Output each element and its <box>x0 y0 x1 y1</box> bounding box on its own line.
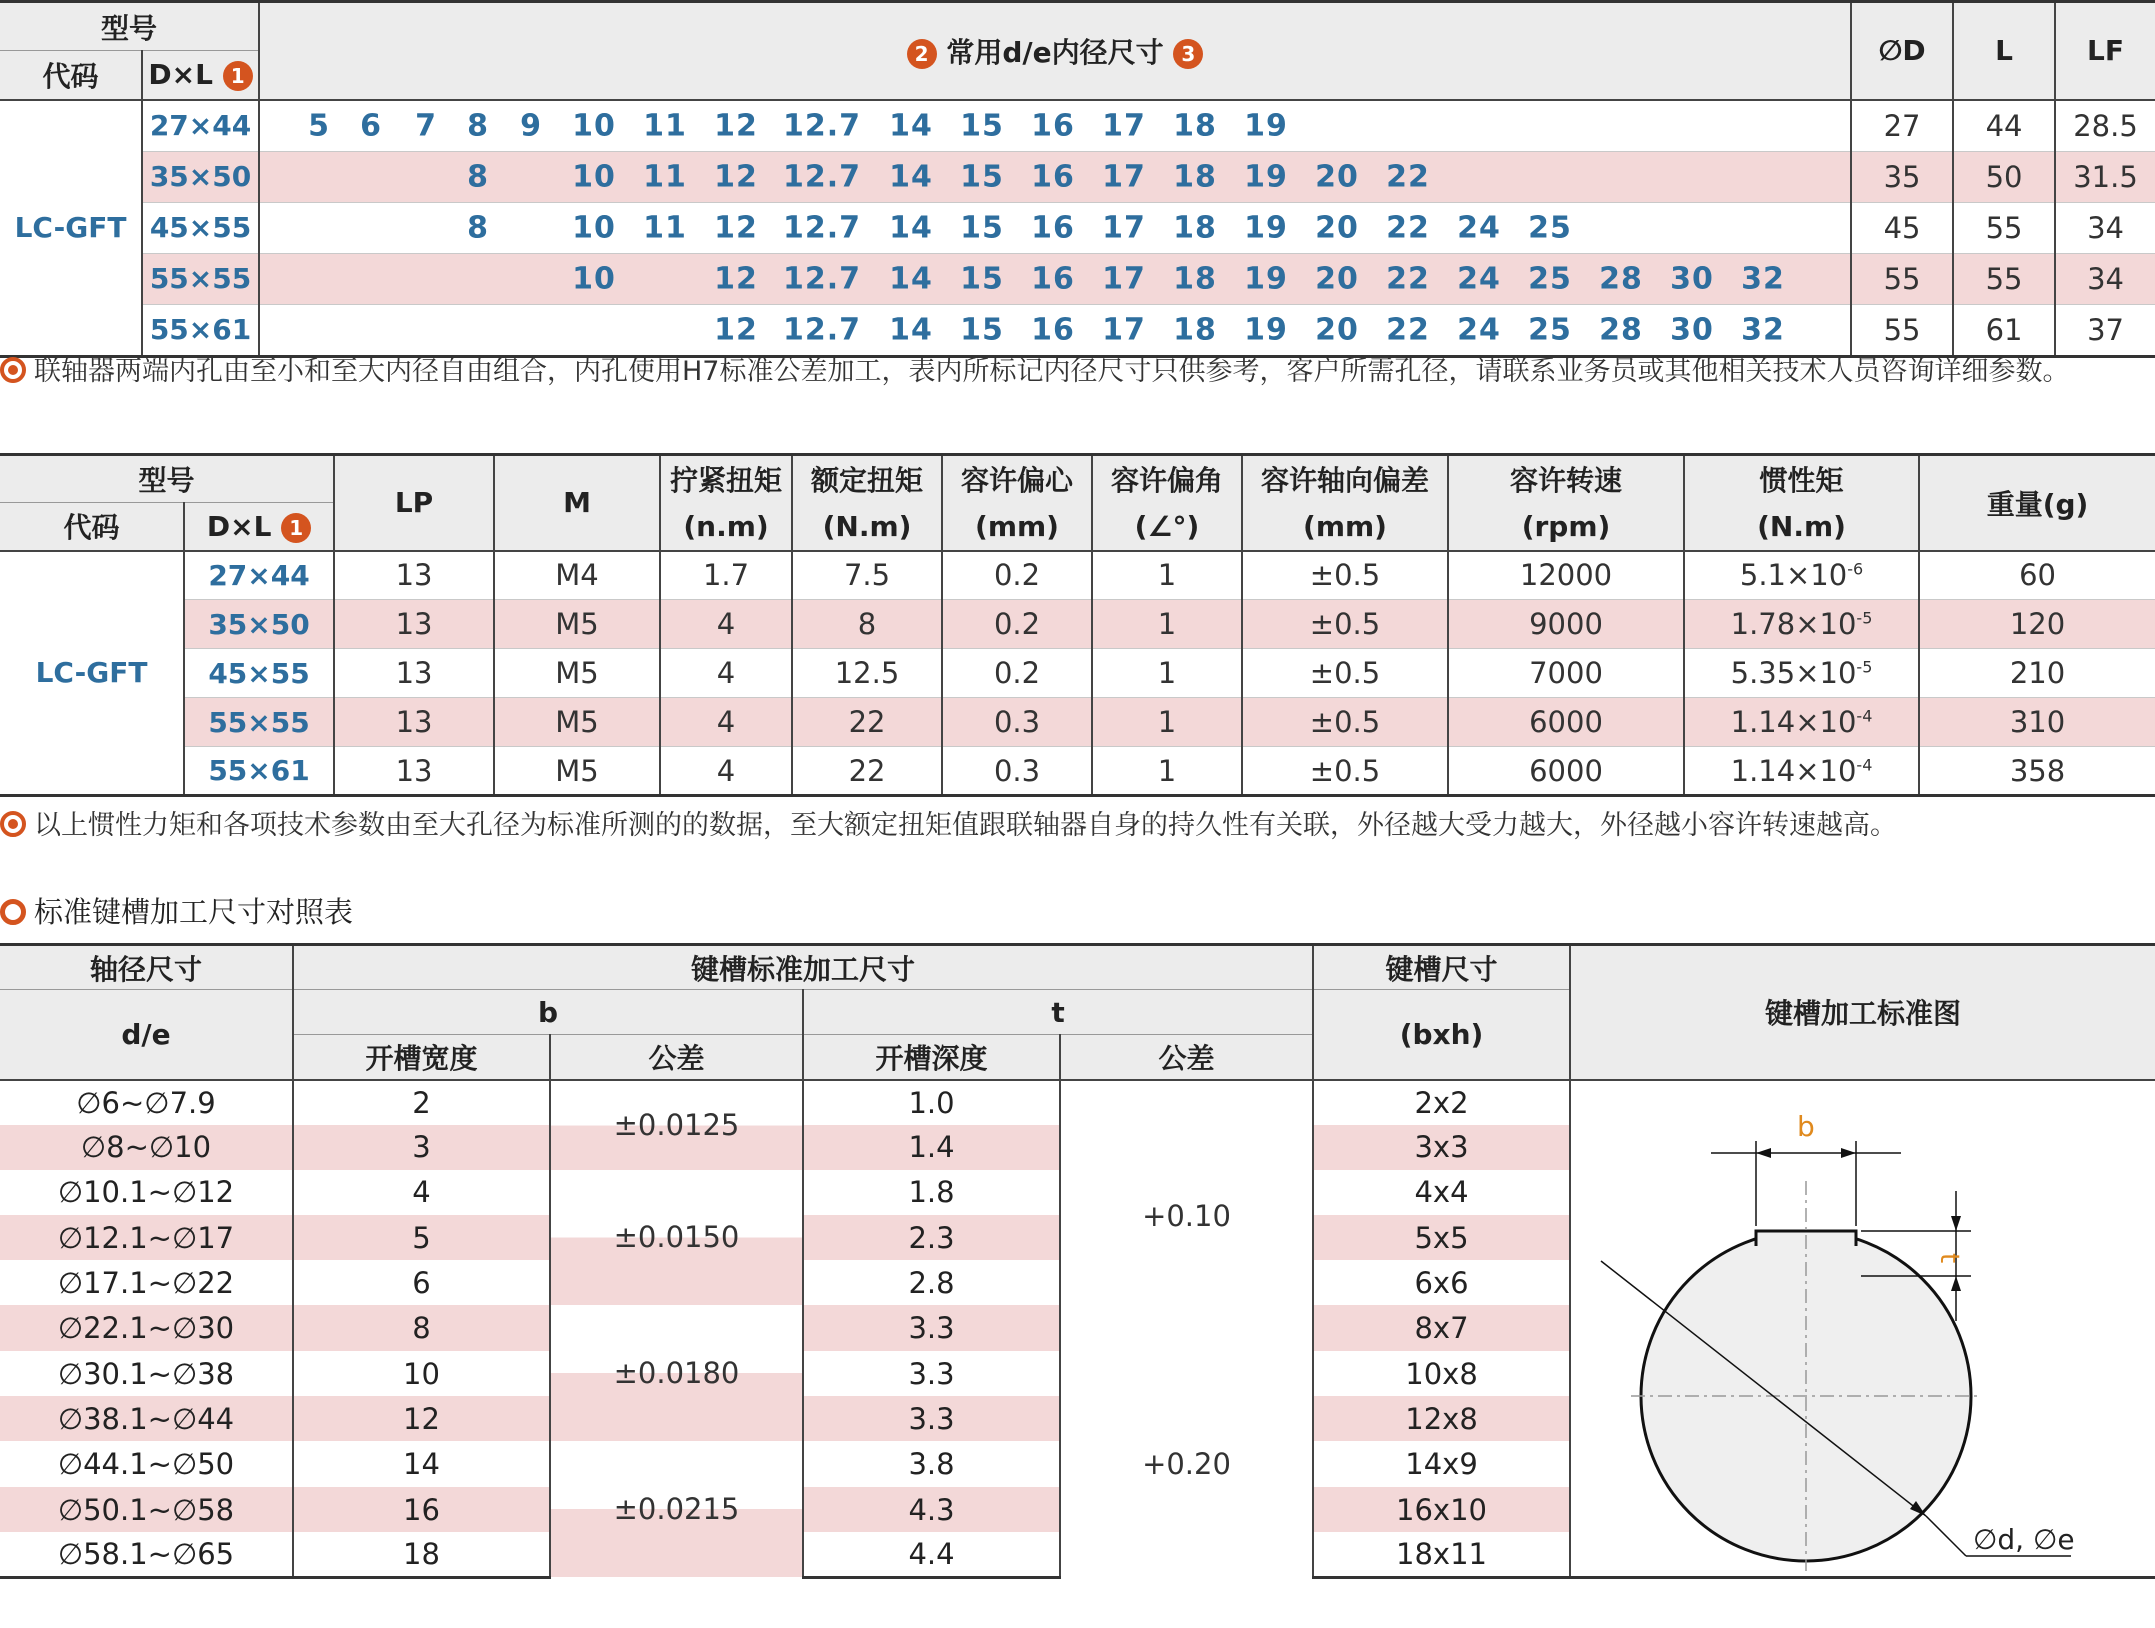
bore-size: 32 <box>1741 312 1785 347</box>
bore-size: 22 <box>1386 210 1430 245</box>
inertia-base: 5.1×10 <box>1739 558 1848 593</box>
keyway-width: 3 <box>293 1125 550 1170</box>
bullet-icon <box>0 811 26 837</box>
shaft-range: ∅6~∅7.9 <box>76 1085 216 1120</box>
bore-size: 22 <box>1386 159 1430 194</box>
spec-rated: 12.5 <box>792 649 942 698</box>
dxl-cell: 35×50 <box>142 151 259 202</box>
model-header: 型号 <box>0 2 259 51</box>
bore-size: 10 <box>572 261 616 296</box>
bore-size: 25 <box>1528 210 1572 245</box>
width-header: 开槽宽度 <box>293 1035 550 1080</box>
bore-size: 12.7 <box>783 261 862 296</box>
bore-size: 8 <box>467 108 489 143</box>
spec-weight: 60 <box>1919 551 2155 600</box>
keyway-width: 5 <box>293 1215 550 1260</box>
spec-ecc: 0.2 <box>942 551 1092 600</box>
rpm-unit: (rpm) <box>1448 503 1684 551</box>
spec-axial: ±0.5 <box>1242 600 1448 649</box>
bore-size: 16 <box>1031 261 1075 296</box>
spec-tighten: 4 <box>660 698 792 747</box>
spec-rpm: 6000 <box>1448 698 1684 747</box>
key-size: 16x10 <box>1313 1487 1570 1532</box>
de-label: ∅d, ∅e <box>1973 1522 2075 1556</box>
bore-size: 25 <box>1528 261 1572 296</box>
spec-inertia <box>1684 747 1919 796</box>
bore-size: 11 <box>643 159 687 194</box>
bore-size: 32 <box>1741 261 1785 296</box>
bore-size: 15 <box>960 261 1004 296</box>
tighten-unit: (n.m) <box>660 503 792 551</box>
key-size: 2x2 <box>1313 1080 1570 1125</box>
spec-tighten: 4 <box>660 600 792 649</box>
spec-row <box>0 551 2155 600</box>
bore-size: 24 <box>1457 312 1501 347</box>
bore-size: 30 <box>1670 261 1714 296</box>
bore-size: 6 <box>360 108 382 143</box>
bore-size: 17 <box>1102 108 1146 143</box>
bore-size: 22 <box>1386 261 1430 296</box>
bore-size: 7 <box>415 108 437 143</box>
spec-lp: 13 <box>334 551 494 600</box>
spec-rpm: 12000 <box>1448 551 1684 600</box>
inertia-exponent: -6 <box>1847 559 1864 579</box>
b-tolerance: ±0.0125 <box>550 1080 803 1170</box>
circle-icon <box>0 899 26 925</box>
spec-table <box>0 453 2155 797</box>
rated-unit: (N.m) <box>792 503 942 551</box>
bore-sizes-cell <box>259 202 1851 253</box>
bore-size: 10 <box>572 210 616 245</box>
inertia-exponent: -5 <box>1856 608 1873 628</box>
model-code: LC-GFT <box>0 100 142 357</box>
badge-2: 2 <box>907 39 937 69</box>
bore-sizes-cell <box>259 304 1851 356</box>
value-l: 50 <box>1953 151 2055 202</box>
rpm-header: 容许转速 <box>1448 455 1684 503</box>
col-l-header: L <box>1953 2 2055 100</box>
keyway-depth: 3.3 <box>803 1305 1060 1351</box>
tighten-header: 拧紧扭矩 <box>660 455 792 503</box>
inertia-unit: (N.m) <box>1684 503 1919 551</box>
bore-size: 17 <box>1102 159 1146 194</box>
inertia-exponent: -4 <box>1856 706 1873 726</box>
spec-inertia <box>1684 551 1919 600</box>
bore-size: 12 <box>714 159 758 194</box>
t-tolerance: +0.10 <box>1060 1080 1313 1351</box>
bore-size: 20 <box>1315 159 1359 194</box>
bore-size: 20 <box>1315 312 1359 347</box>
model-header-2: 型号 <box>0 455 334 503</box>
bore-size: 14 <box>889 108 933 143</box>
bore-size: 16 <box>1031 210 1075 245</box>
keyway-depth: 3.3 <box>803 1351 1060 1397</box>
spec-ecc: 0.2 <box>942 649 1092 698</box>
keyway-width: 8 <box>293 1305 550 1351</box>
bore-size: 15 <box>960 312 1004 347</box>
shaft-range: ∅8~∅10 <box>0 1125 293 1170</box>
col-lf-header: LF <box>2055 2 2155 100</box>
shaft-range: ∅58.1~∅65 <box>0 1532 293 1577</box>
spec-m: M5 <box>494 649 660 698</box>
value-lf: 34 <box>2055 202 2155 253</box>
bore-row <box>0 304 2155 356</box>
shaft-range: ∅17.1~∅22 <box>57 1265 235 1300</box>
spec-rated: 22 <box>792 747 942 796</box>
keyway-depth: 2.3 <box>803 1215 1060 1260</box>
keyway-depth: 1.8 <box>803 1170 1060 1216</box>
bore-size: 14 <box>889 210 933 245</box>
spec-weight: 210 <box>1919 649 2155 698</box>
bore-size: 19 <box>1244 261 1288 296</box>
spec-inertia <box>1684 698 1919 747</box>
dxl-cell: 55×55 <box>142 253 259 304</box>
dxl-cell: 55×55 <box>184 698 334 747</box>
bore-size: 15 <box>960 159 1004 194</box>
bore-size: 18 <box>1173 159 1217 194</box>
value-d: 45 <box>1851 202 1953 253</box>
dxl-cell: 27×44 <box>184 551 334 600</box>
badge-1b: 1 <box>281 513 311 543</box>
value-l: 55 <box>1953 202 2055 253</box>
axial-unit: (mm) <box>1242 503 1448 551</box>
keyway-diagram-cell <box>1570 1080 2155 1578</box>
inertia-base: 1.78×10 <box>1730 607 1857 641</box>
key-size: 6x6 <box>1313 1260 1570 1305</box>
value-lf: 28.5 <box>2055 100 2155 152</box>
bore-size-table <box>0 0 2155 358</box>
bore-size: 28 <box>1599 312 1643 347</box>
inertia-base: 5.35×10 <box>1730 656 1857 690</box>
spec-axial: ±0.5 <box>1242 551 1448 600</box>
bore-row <box>0 151 2155 202</box>
inertia-exponent: -4 <box>1856 754 1873 774</box>
value-d: 55 <box>1851 253 1953 304</box>
bullet-icon <box>0 357 26 383</box>
inertia-exponent: -5 <box>1856 657 1873 677</box>
bore-sizes-cell <box>259 253 1851 304</box>
diagram-header: 键槽加工标准图 <box>1570 945 2155 1080</box>
value-l: 44 <box>1953 100 2055 152</box>
dxl-cell: 35×50 <box>184 600 334 649</box>
lp-header: LP <box>334 455 494 551</box>
bore-size: 12 <box>714 108 758 143</box>
bore-size-header: 2 常用d/e内径尺寸 3 <box>259 2 1851 100</box>
keyway-width: 6 <box>293 1260 550 1305</box>
spec-lp: 13 <box>334 698 494 747</box>
bore-size: 16 <box>1031 312 1075 347</box>
rated-header: 额定扭矩 <box>792 455 942 503</box>
spec-ang: 1 <box>1092 649 1242 698</box>
bore-row <box>0 202 2155 253</box>
bore-size: 11 <box>643 210 687 245</box>
model-code-2: LC-GFT <box>0 551 184 796</box>
spec-m: M4 <box>494 551 660 600</box>
spec-row <box>0 649 2155 698</box>
m-header: M <box>494 455 660 551</box>
dxl-cell: 45×55 <box>142 202 259 253</box>
ecc-unit: (mm) <box>942 503 1092 551</box>
bore-size: 24 <box>1457 261 1501 296</box>
code-header: 代码 <box>0 51 142 100</box>
key-size: 10x8 <box>1313 1351 1570 1397</box>
shaft-range: ∅44.1~∅50 <box>57 1447 235 1482</box>
spec-lp: 13 <box>334 649 494 698</box>
b-header: b <box>293 990 803 1035</box>
value-d: 35 <box>1851 151 1953 202</box>
spec-tighten: 1.7 <box>660 551 792 600</box>
spec-ecc: 0.2 <box>942 600 1092 649</box>
spec-lp: 13 <box>334 600 494 649</box>
spec-inertia <box>1684 600 1919 649</box>
spec-rated: 7.5 <box>792 551 942 600</box>
bore-size: 15 <box>960 210 1004 245</box>
bore-size: 12.7 <box>783 210 862 245</box>
bore-size: 17 <box>1102 210 1146 245</box>
keyway-width: 4 <box>293 1170 550 1216</box>
inertia-base: 1.14×10 <box>1730 705 1857 739</box>
ang-header: 容许偏角 <box>1092 455 1242 503</box>
bore-size: 19 <box>1244 159 1288 194</box>
inertia-header: 惯性矩 <box>1684 455 1919 503</box>
bore-size: 30 <box>1670 312 1714 347</box>
bore-size: 19 <box>1244 312 1288 347</box>
bore-size: 16 <box>1031 159 1075 194</box>
spec-ecc: 0.3 <box>942 698 1092 747</box>
key-size: 12x8 <box>1313 1396 1570 1441</box>
bore-size: 10 <box>572 159 616 194</box>
keyway-depth: 2.8 <box>803 1260 1060 1305</box>
bore-size: 12 <box>714 312 758 347</box>
spec-rated: 8 <box>792 600 942 649</box>
keyway-width: 2 <box>293 1080 550 1125</box>
value-d: 55 <box>1851 304 1953 356</box>
keyway-depth: 1.0 <box>803 1080 1060 1125</box>
ecc-header: 容许偏心 <box>942 455 1092 503</box>
keyway-width: 18 <box>293 1532 550 1577</box>
b-tol-header: 公差 <box>550 1035 803 1080</box>
value-lf: 37 <box>2055 304 2155 356</box>
keyway-std-header: 键槽标准加工尺寸 <box>293 945 1313 990</box>
shaft-range: ∅22.1~∅30 <box>0 1305 293 1351</box>
t-header: t <box>803 990 1313 1035</box>
spec-ang: 1 <box>1092 600 1242 649</box>
dxl-cell: 55×61 <box>142 304 259 356</box>
bore-size: 12.7 <box>783 312 862 347</box>
t-tolerance: +0.20 <box>1060 1351 1313 1577</box>
spec-rated: 22 <box>792 698 942 747</box>
keyway-depth: 4.3 <box>803 1487 1060 1532</box>
spec-weight: 310 <box>1919 698 2155 747</box>
bore-size: 11 <box>643 108 687 143</box>
bore-size: 12 <box>714 261 758 296</box>
b-tolerance: ±0.0180 <box>550 1305 803 1441</box>
b-tolerance: ±0.0150 <box>550 1170 803 1306</box>
bore-size: 12 <box>714 210 758 245</box>
value-l: 61 <box>1953 304 2055 356</box>
shaft-range: ∅30.1~∅38 <box>57 1356 235 1391</box>
depth-header: 开槽深度 <box>803 1035 1060 1080</box>
bore-size: 22 <box>1386 312 1430 347</box>
keyway-depth: 3.3 <box>803 1396 1060 1441</box>
spec-ang: 1 <box>1092 747 1242 796</box>
keyway-width: 14 <box>293 1441 550 1487</box>
spec-row <box>0 600 2155 649</box>
bore-size: 18 <box>1173 108 1217 143</box>
bore-size: 17 <box>1102 312 1146 347</box>
spec-inertia <box>1684 649 1919 698</box>
bore-size: 28 <box>1599 261 1643 296</box>
bore-size: 10 <box>572 108 616 143</box>
note-1: 联轴器两端内孔由至小和至大内径自由组合，内孔使用H7标准公差加工，表内所标记内径尺寸只供参考，客户所需孔径，请联系业务员或其他相关技术人员咨询详细参数。 <box>0 352 2150 392</box>
key-size: 4x4 <box>1313 1170 1570 1216</box>
spec-m: M5 <box>494 747 660 796</box>
spec-row <box>0 747 2155 796</box>
bore-size: 14 <box>889 312 933 347</box>
ang-unit: (∠°) <box>1092 503 1242 551</box>
key-size: 5x5 <box>1313 1215 1570 1260</box>
shaft-range: ∅50.1~∅58 <box>0 1487 293 1532</box>
bore-size: 17 <box>1102 261 1146 296</box>
axial-header: 容许轴向偏差 <box>1242 455 1448 503</box>
spec-rpm: 6000 <box>1448 747 1684 796</box>
badge-1: 1 <box>223 61 253 91</box>
de-header: d/e <box>0 990 293 1080</box>
bore-size: 20 <box>1315 261 1359 296</box>
bore-size: 16 <box>1031 108 1075 143</box>
bore-size: 9 <box>520 108 542 143</box>
keyway-row <box>0 1080 2155 1125</box>
bxh-header: (bxh) <box>1313 990 1570 1080</box>
spec-rpm: 7000 <box>1448 649 1684 698</box>
weight-header: 重量(g) <box>1919 455 2155 551</box>
keyway-depth: 1.4 <box>803 1125 1060 1170</box>
keyway-section-title: 标准键槽加工尺寸对照表 <box>0 890 353 931</box>
bore-size: 19 <box>1244 210 1288 245</box>
bore-size: 14 <box>889 159 933 194</box>
col-d-header: ∅D <box>1851 2 1953 100</box>
bore-size: 18 <box>1173 261 1217 296</box>
bore-size: 12.7 <box>783 108 862 143</box>
value-l: 55 <box>1953 253 2055 304</box>
value-lf: 31.5 <box>2055 151 2155 202</box>
spec-m: M5 <box>494 698 660 747</box>
bore-size: 8 <box>467 159 489 194</box>
shaft-range: ∅10.1~∅12 <box>57 1175 235 1210</box>
inertia-base: 1.14×10 <box>1730 753 1857 788</box>
keyway-diagram <box>1571 1081 2155 1576</box>
bore-size: 24 <box>1457 210 1501 245</box>
shaft-size-header: 轴径尺寸 <box>0 945 293 990</box>
spec-tighten: 4 <box>660 649 792 698</box>
badge-3: 3 <box>1173 39 1203 69</box>
t-tol-header: 公差 <box>1060 1035 1313 1080</box>
value-d: 27 <box>1851 100 1953 152</box>
spec-axial: ±0.5 <box>1242 649 1448 698</box>
b-label: b <box>1797 1109 1815 1143</box>
dxl-header: D×L 1 <box>142 51 259 100</box>
bore-sizes-cell <box>259 151 1851 202</box>
spec-weight: 358 <box>1919 747 2155 796</box>
spec-ang: 1 <box>1092 551 1242 600</box>
bore-sizes-cell <box>259 100 1851 152</box>
key-size: 8x7 <box>1313 1305 1570 1351</box>
spec-tighten: 4 <box>660 747 792 796</box>
spec-weight: 120 <box>1919 600 2155 649</box>
spec-axial: ±0.5 <box>1242 747 1448 796</box>
shaft-range: ∅12.1~∅17 <box>0 1215 293 1260</box>
bore-size: 20 <box>1315 210 1359 245</box>
spec-m: M5 <box>494 600 660 649</box>
dxl-cell: 55×61 <box>184 747 334 796</box>
spec-lp: 13 <box>334 747 494 796</box>
value-lf: 34 <box>2055 253 2155 304</box>
t-label: t <box>1934 1252 1965 1263</box>
spec-row <box>0 698 2155 747</box>
bore-size: 18 <box>1173 312 1217 347</box>
keyway-depth: 3.8 <box>803 1441 1060 1487</box>
dxl-header-2: D×L 1 <box>184 503 334 551</box>
dxl-cell: 27×44 <box>142 100 259 152</box>
key-size: 18x11 <box>1313 1532 1570 1577</box>
bore-size: 15 <box>960 108 1004 143</box>
bore-size: 8 <box>467 210 489 245</box>
bore-size: 25 <box>1528 312 1572 347</box>
spec-ecc: 0.3 <box>942 747 1092 796</box>
keyway-width: 16 <box>293 1487 550 1532</box>
key-size: 14x9 <box>1313 1441 1570 1487</box>
keyway-width: 10 <box>293 1351 550 1397</box>
spec-ang: 1 <box>1092 698 1242 747</box>
bore-size: 19 <box>1244 108 1288 143</box>
dxl-cell: 45×55 <box>184 649 334 698</box>
bore-size: 5 <box>308 108 330 143</box>
key-size: 3x3 <box>1313 1125 1570 1170</box>
bore-row <box>0 253 2155 304</box>
spec-axial: ±0.5 <box>1242 698 1448 747</box>
note-2: 以上惯性力矩和各项技术参数由至大孔径为标准所测的的数据，至大额定扭矩值跟联轴器自身的持久性有关联，外径越大受力越大，外径越小容许转速越高。 <box>0 806 2150 846</box>
bore-size: 12.7 <box>783 159 862 194</box>
bore-row <box>0 100 2155 152</box>
b-tolerance: ±0.0215 <box>550 1441 803 1577</box>
spec-rpm: 9000 <box>1448 600 1684 649</box>
code-header-2: 代码 <box>0 503 184 551</box>
bore-size: 14 <box>889 261 933 296</box>
bore-size: 18 <box>1173 210 1217 245</box>
keyway-table <box>0 943 2155 1579</box>
key-size-header: 键槽尺寸 <box>1313 945 1570 990</box>
keyway-depth: 4.4 <box>803 1532 1060 1577</box>
shaft-range: ∅38.1~∅44 <box>0 1396 293 1441</box>
keyway-width: 12 <box>293 1396 550 1441</box>
